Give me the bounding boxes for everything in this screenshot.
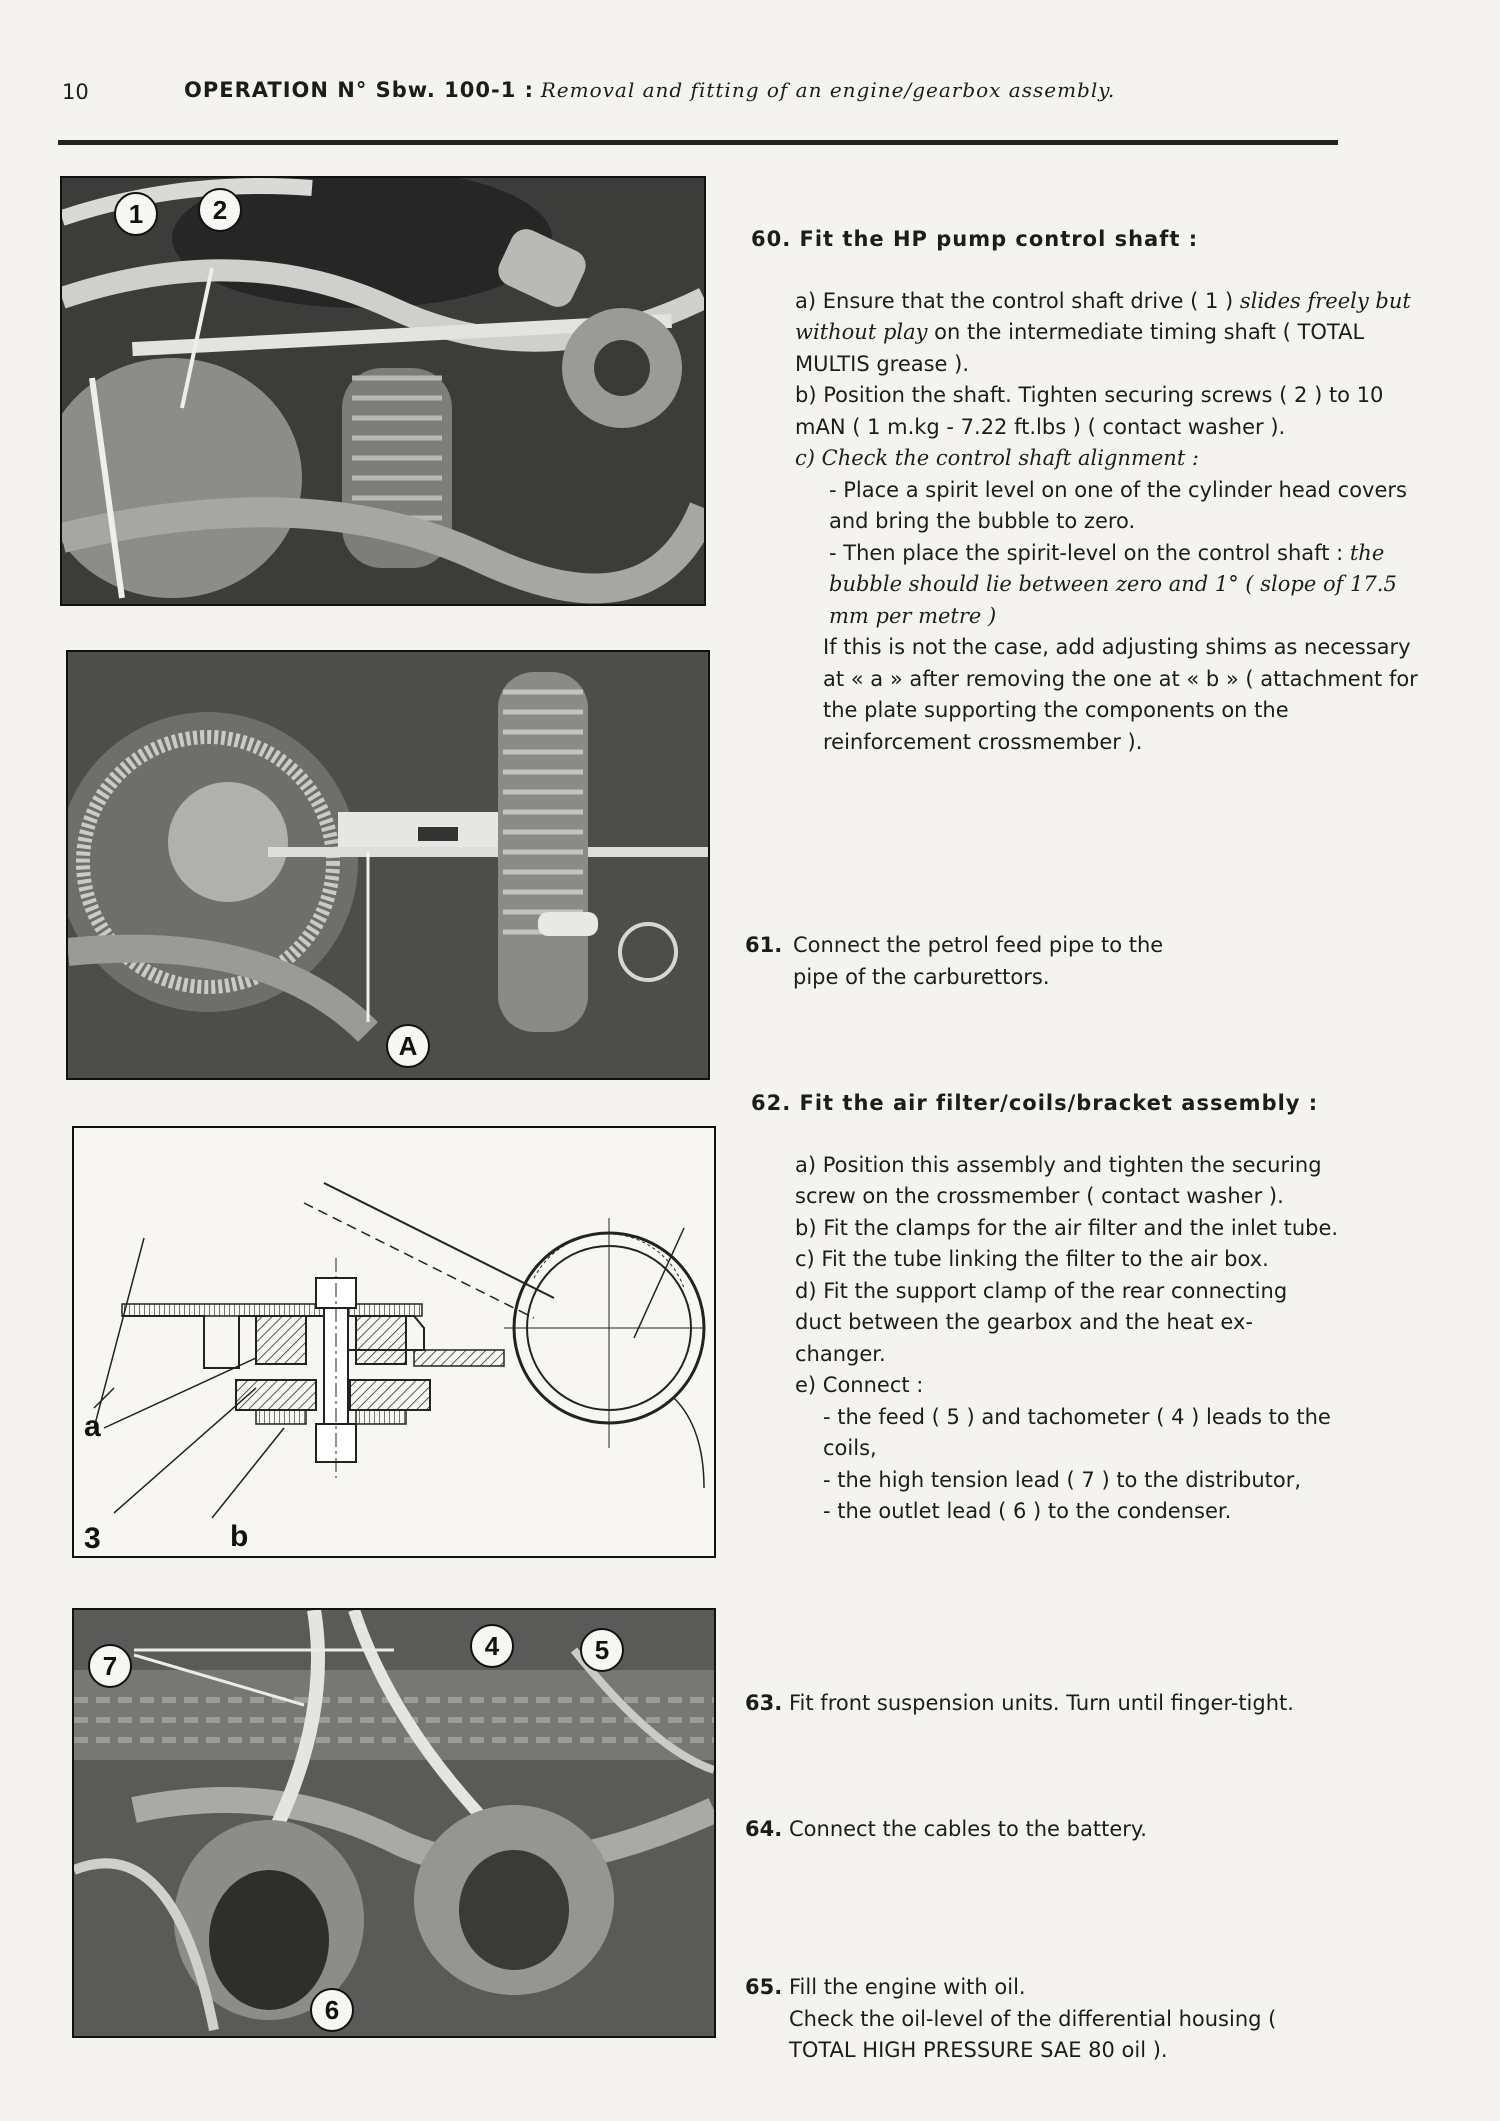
step-62-title	[745, 1088, 1425, 1120]
step-62-heading: Fit the air filter/coils/bracket assembly :	[799, 1091, 1319, 1115]
step-60	[745, 224, 1425, 758]
step-64-text: Connect the cables to the battery.	[789, 1817, 1147, 1841]
figure-shim-diagram	[72, 1126, 716, 1558]
step-63	[745, 1688, 1425, 1720]
operation-code: OPERATION N° Sbw. 100-1 :	[184, 78, 535, 102]
callout-5: 5	[580, 1628, 624, 1672]
operation-title	[184, 78, 1115, 102]
step-62-b: b) Fit the clamps for the air filter and the inlet tube.	[795, 1215, 1339, 1240]
header-rule	[58, 140, 1338, 145]
step-60-a-emphasis: slides freely but without play	[795, 288, 1411, 344]
step-60-c: c) Check the control shaft alignment :	[795, 446, 1200, 470]
callout-6: 6	[310, 1988, 354, 2032]
page-number: 10	[62, 80, 89, 104]
callout-A: A	[386, 1024, 430, 1068]
callout-4: 4	[470, 1624, 514, 1668]
step-60-title	[745, 224, 1425, 256]
step-62-a: a) Position this assembly and tighten the securing screw on the crossmember ( contact washer ).	[795, 1152, 1322, 1208]
step-61-text: Connect the petrol feed pipe to the pipe of the carburettors.	[793, 933, 1164, 989]
label-3: 3	[84, 1522, 101, 1555]
step-60-number: 60.	[751, 227, 792, 251]
step-60-heading: Fit the HP pump control shaft :	[799, 227, 1199, 251]
step-61	[745, 930, 1425, 993]
step-65-number: 65.	[745, 1975, 783, 1999]
step-62-e-1: - the feed ( 5 ) and tachometer ( 4 ) leads to the coils,	[823, 1404, 1331, 1460]
step-60-c-2-emphasis: the bubble should lie between zero and 1° ( slope of 17.5 mm per metre )	[829, 540, 1397, 628]
step-61-number: 61.	[745, 933, 783, 957]
step-63-text: Fit front suspension units. Turn until finger-tight.	[789, 1691, 1294, 1715]
step-62	[745, 1088, 1425, 1528]
step-65	[745, 1972, 1425, 2067]
operation-subtitle: Removal and fitting of an engine/gearbox assembly.	[540, 78, 1116, 102]
callout-2: 2	[198, 188, 242, 232]
step-62-e-2: - the high tension lead ( 7 ) to the distributor,	[823, 1467, 1302, 1492]
callout-1: 1	[114, 192, 158, 236]
step-60-c-2: - Then place the spirit-level on the control shaft : the bubble should lie between zero and 1° ( slope of 17.5 mm per metre )	[829, 540, 1397, 628]
step-62-e: e) Connect :	[795, 1373, 924, 1397]
step-64-number: 64.	[745, 1817, 783, 1841]
step-60-b: b) Position the shaft. Tighten securing screws ( 2 ) to 10 mAN ( 1 m.kg - 7.22 ft.lbs ) ( contact washer ).	[795, 383, 1384, 439]
step-62-d: d) Fit the support clamp of the rear connecting duct between the gearbox and the heat ex-changer.	[795, 1278, 1288, 1366]
step-60-c-1: - Place a spirit level on one of the cylinder head covers and bring the bubble to zero.	[829, 477, 1407, 533]
step-63-number: 63.	[745, 1691, 783, 1715]
figure-spirit-level-photo	[66, 650, 710, 1080]
label-b: b	[230, 1520, 249, 1553]
step-62-number: 62.	[751, 1091, 792, 1115]
step-62-e-3: - the outlet lead ( 6 ) to the condenser.	[823, 1499, 1232, 1523]
step-65-line2: Check the oil-level of the differential housing ( TOTAL HIGH PRESSURE SAE 80 oil ).	[789, 2006, 1277, 2062]
step-60-note: If this is not the case, add adjusting shims as necessary at « a » after removing the one at « b » ( attachment for the plate supporting the components on the reinforcement crossmember ).	[823, 635, 1418, 754]
callout-7: 7	[88, 1644, 132, 1688]
step-62-c: c) Fit the tube linking the filter to the air box.	[795, 1247, 1269, 1271]
page-header	[60, 76, 1340, 112]
step-64	[745, 1814, 1425, 1846]
label-a: a	[84, 1410, 101, 1443]
step-60-a: a) Ensure that the control shaft drive ( 1 ) slides freely but without play on the intermediate timing shaft ( TOTAL MULTIS grease ).	[795, 288, 1411, 376]
figure-coils-photo	[72, 1608, 716, 2038]
step-65-line1: Fill the engine with oil.	[789, 1975, 1026, 1999]
figure-control-shaft-photo	[60, 176, 706, 606]
